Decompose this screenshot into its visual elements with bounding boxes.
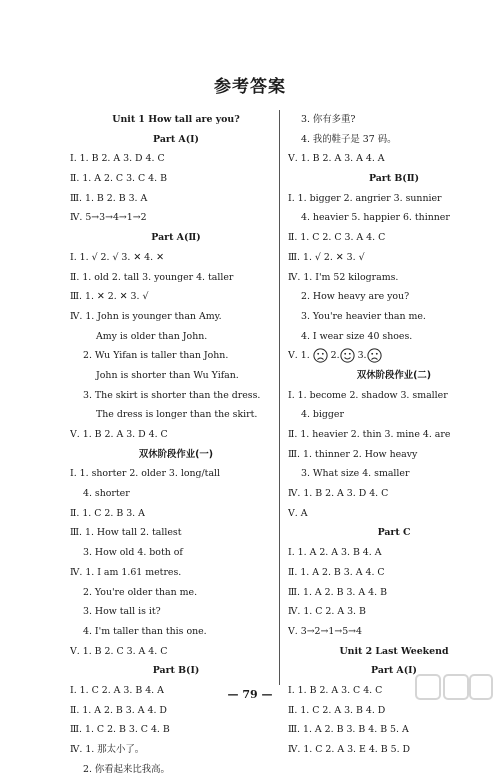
answer-line: Ⅰ. 1. bigger 2. angrier 3. sunnier — [288, 192, 442, 204]
answer-line: Ⅰ. 1. A 2. A 3. B 4. A — [288, 547, 382, 559]
section-heading: Part A(Ⅰ) — [371, 665, 417, 677]
answer-line: Ⅱ. 1. C 2. A 3. B 4. D — [288, 704, 386, 716]
answer-line: Ⅴ. 1. B 2. A 3. D 4. C — [70, 429, 168, 440]
answer-column-right — [288, 110, 500, 760]
answer-line: Ⅲ. 1. How tall 2. tallest — [70, 527, 182, 539]
answer-line: 2. How heavy are you? — [301, 291, 410, 303]
answer-line: Ⅰ. 1. shorter 2. older 3. long/tall — [70, 468, 221, 480]
answer-line: 4. I'm taller than this one. — [83, 625, 207, 637]
answer-line — [288, 346, 500, 366]
answer-line: 3. The skirt is shorter than the dress. — [83, 389, 261, 401]
answer-line: Ⅰ. 1. B 2. A 3. D 4. C — [70, 153, 165, 165]
answer-line: 4. bigger — [301, 409, 344, 421]
sad-face-icon — [367, 348, 382, 363]
answer-line: 3. You're heavier than me. — [301, 310, 426, 322]
answer-line: 2. 你看起来比我高。 — [83, 763, 170, 775]
answer-line: Ⅰ. 1. √ 2. √ 3. ✕ 4. ✕ — [70, 251, 164, 263]
answer-line: Ⅱ. 1. A 2. C 3. C 4. B — [70, 173, 167, 185]
section-heading: Part B(Ⅰ) — [152, 665, 200, 677]
section-heading: Unit 2 Last Weekend — [339, 645, 449, 657]
answer-line: The dress is longer than the skirt. — [96, 409, 258, 421]
answer-line: 4. shorter — [83, 488, 130, 500]
answer-line: Ⅰ. 1. C 2. A 3. B 4. A — [70, 684, 164, 696]
answer-line: Ⅲ. 1. thinner 2. How heavy — [288, 448, 418, 460]
watermark-logo — [414, 673, 494, 703]
answer-text: 3. — [357, 350, 367, 362]
answer-line: Ⅳ. 1. I'm 52 kilograms. — [288, 271, 399, 283]
answer-line: Ⅳ. 1. C 2. A 3. E 4. B 5. D — [288, 744, 411, 755]
answer-line: Ⅳ. 1. 那太小了。 — [70, 744, 145, 755]
answer-line: Ⅴ. 1. B 2. A 3. A 4. A — [288, 153, 385, 165]
section-heading: 双休阶段作业(一) — [138, 448, 214, 460]
answer-line: Ⅳ. 1. B 2. A 3. D 4. C — [288, 488, 389, 500]
section-heading: Part A(Ⅱ) — [151, 232, 201, 244]
answer-line: Ⅲ. 1. A 2. B 3. A 4. B — [288, 586, 387, 598]
answer-line: Ⅰ. 1. B 2. A 3. C 4. C — [288, 684, 383, 696]
answer-line: Ⅱ. 1. A 2. B 3. A 4. C — [288, 566, 385, 578]
answer-line: Ⅳ. 1. John is younger than Amy. — [70, 310, 222, 322]
answer-line: Ⅰ. 1. become 2. shadow 3. smaller — [288, 389, 448, 401]
answer-text: Ⅴ. 1. — [288, 350, 310, 362]
sad-face-icon — [313, 348, 328, 363]
answer-line: Ⅴ. A — [288, 507, 308, 519]
answer-line: Ⅴ. 3→2→1→5→4 — [288, 625, 362, 637]
answer-line: 2. Wu Yifan is taller than John. — [83, 350, 229, 362]
answer-line: 3. 你有多重? — [301, 114, 356, 125]
smile-face-icon — [340, 348, 355, 363]
answer-line: 4. 我的鞋子是 37 码。 — [301, 133, 397, 145]
answer-line: Ⅴ. 1. B 2. C 3. A 4. C — [70, 645, 168, 657]
answer-line: Ⅱ. 1. old 2. tall 3. younger 4. taller — [70, 271, 234, 283]
answer-line: Ⅱ. 1. C 2. C 3. A 4. C — [288, 232, 386, 244]
section-heading: Part B(Ⅱ) — [368, 173, 420, 185]
answer-line: 4. heavier 5. happier 6. thinner — [301, 212, 450, 224]
answer-line: Ⅲ. 1. √ 2. ✕ 3. √ — [288, 251, 365, 263]
section-heading: 双休阶段作业(二) — [356, 369, 432, 381]
answer-line: Ⅱ. 1. heavier 2. thin 3. mine 4. are — [288, 429, 451, 440]
answer-line: 3. What size 4. smaller — [301, 468, 410, 480]
answer-line: Ⅱ. 1. A 2. B 3. A 4. D — [70, 704, 167, 716]
answer-line: 4. I wear size 40 shoes. — [301, 330, 413, 342]
column-divider — [279, 110, 280, 685]
section-heading: Part A(Ⅰ) — [153, 133, 199, 145]
answer-line: Ⅲ. 1. C 2. B 3. C 4. B — [70, 724, 170, 736]
answer-line: Ⅳ. 1. I am 1.61 metres. — [70, 566, 182, 578]
answer-line: Ⅱ. 1. C 2. B 3. A — [70, 507, 145, 519]
page-title: 参考答案 — [214, 77, 286, 97]
answer-line: 3. How old 4. both of — [83, 547, 183, 559]
answer-line: Ⅲ. 1. ✕ 2. ✕ 3. √ — [70, 291, 149, 303]
section-heading: Unit 1 How tall are you? — [112, 114, 240, 125]
answer-line: Amy is older than John. — [96, 330, 208, 342]
answer-line: John is shorter than Wu Yifan. — [96, 369, 239, 381]
answer-line: Ⅳ. 1. C 2. A 3. B — [288, 606, 366, 618]
answer-line: Ⅲ. 1. B 2. B 3. A — [70, 192, 148, 204]
section-heading: Part C — [377, 527, 411, 539]
answer-line: Ⅳ. 5→3→4→1→2 — [70, 212, 147, 224]
answer-line: 2. You're older than me. — [83, 586, 198, 598]
answer-text: 2. — [330, 350, 340, 362]
answer-line: 3. How tall is it? — [83, 606, 161, 618]
page-number: — 79 — — [227, 688, 273, 701]
answer-column-left — [70, 110, 282, 779]
answer-line: Ⅲ. 1. A 2. B 3. B 4. B 5. A — [288, 724, 409, 736]
